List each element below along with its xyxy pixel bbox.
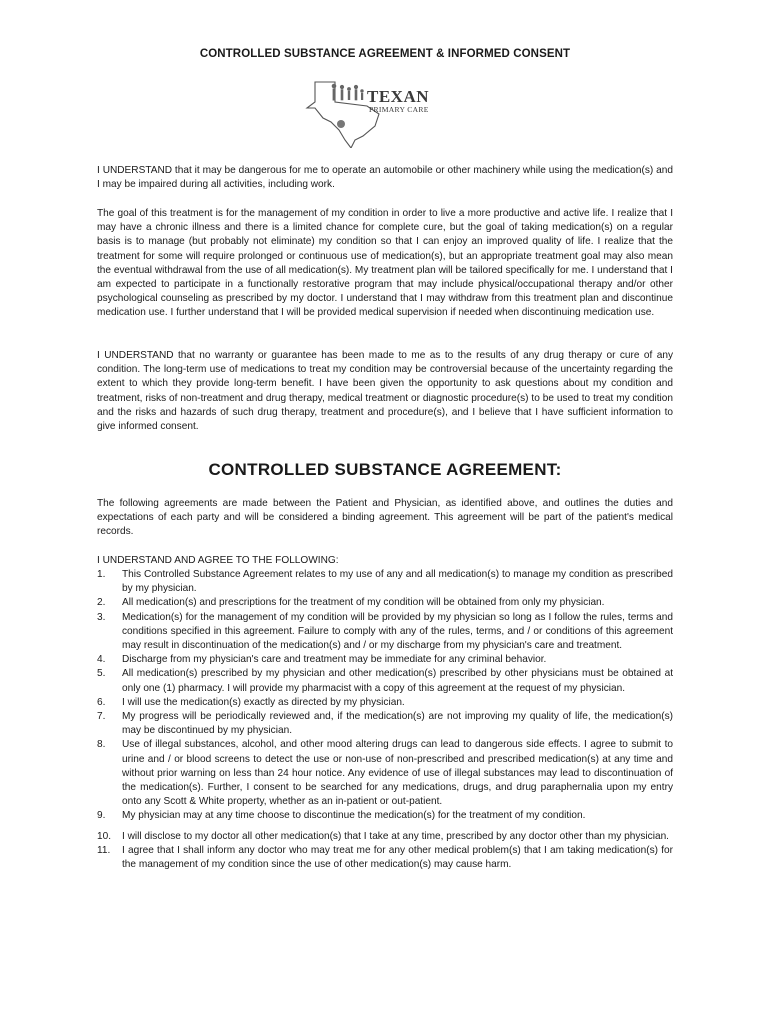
list-item bbox=[97, 738, 673, 809]
logo-name: TEXAN bbox=[367, 87, 430, 106]
list-item bbox=[97, 596, 673, 610]
texan-primary-care-logo bbox=[305, 78, 455, 148]
list-heading: I UNDERSTAND AND AGREE TO THE FOLLOWING: bbox=[97, 555, 339, 566]
item-text: Use of illegal substances, alcohol, and other mood altering drugs can lead to dangerous side effects. I agree to submit to urine and / or blood screens to detect the use or non-use of non-prescribed and prescribed medication(s) at any time and without prior warning on less than 24 hour notice. Any evidence of use of illegal substances may lead to discontinuation of the medication(s). Further, I consent to be searched for any medications, drugs, and drug paraphernalia upon my entry onto any Scott & White property, whether as an in-patient or out-patient. bbox=[122, 739, 673, 808]
consent-paragraph-3: I UNDERSTAND that no warranty or guarantee has been made to me as to the results of any drug therapy or cure of any condition. The long-term use of medications to treat my condition may be controversial because of the uncertainty regarding the extent to which they provide long-term benefit. I have been given the opportunity to ask questions about my condition and treatment, risks of non-treatment and drug therapy, medical treatment or diagnostic procedure(s) to be used to treat my condition and the risks and hazards of such drug therapy, treatment and procedure(s), and I believe that I have sufficient information to give informed consent. bbox=[97, 350, 673, 433]
item-number: 8. bbox=[97, 739, 106, 751]
item-number: 6. bbox=[97, 696, 106, 708]
document-title: CONTROLLED SUBSTANCE AGREEMENT & INFORMED CONSENT bbox=[199, 48, 571, 60]
item-number: 7. bbox=[97, 711, 106, 723]
item-number: 2. bbox=[97, 597, 106, 609]
texas-map-icon bbox=[305, 78, 455, 148]
item-number: 11. bbox=[97, 844, 111, 856]
logo-subtitle: PRIMARY CARE bbox=[369, 105, 429, 114]
list-item bbox=[97, 667, 673, 695]
item-number: 1. bbox=[97, 569, 106, 580]
list-item bbox=[97, 568, 673, 596]
item-text: I agree that I shall inform any doctor who may treat me for any other medical problem(s) that I am taking medication(s) for the management of my condition since the use of other medication(s) may cause harm. bbox=[122, 844, 673, 871]
item-text: My progress will be periodically reviewed and, if the medication(s) are not improving my quality of life, the medication(s) may be discontinued by my physician. bbox=[122, 711, 673, 737]
item-text: Medication(s) for the management of my condition will be provided by my physician so long as I follow the rules, terms and conditions specified in this agreement. Failure to comply with any of the rules, terms, and / or conditions of this agreement may result in discontinuation of the medication(s) and / or my discharge from my physician's care and treatment. bbox=[122, 611, 673, 652]
agreement-heading: CONTROLLED SUBSTANCE AGREEMENT: bbox=[208, 460, 562, 479]
item-number: 5. bbox=[97, 668, 106, 680]
agreement-list bbox=[97, 568, 673, 872]
item-text: All medication(s) prescribed by my physician and other medication(s) prescribed by other physicians must be obtained at only one (1) pharmacy. I will provide my pharmacist with a copy of this agreement at the request of my physician. bbox=[122, 668, 673, 694]
item-number: 3. bbox=[97, 611, 106, 623]
item-text: I will disclose to my doctor all other medication(s) that I take at any time, prescribed by any doctor other than my physician. bbox=[122, 830, 669, 842]
list-item bbox=[97, 710, 673, 738]
item-text: This Controlled Substance Agreement relates to my use of any and all medication(s) to manage my condition as prescribed by my physician. bbox=[122, 569, 673, 595]
item-number: 4. bbox=[97, 654, 106, 666]
item-text: All medication(s) and prescriptions for the treatment of my condition will be obtained from only my physician. bbox=[122, 597, 605, 609]
list-item bbox=[97, 809, 673, 823]
item-text: My physician may at any time choose to discontinue the medication(s) for the treatment of my condition. bbox=[122, 810, 586, 822]
consent-paragraph-2: The goal of this treatment is for the management of my condition in order to live a more productive and active life. I realize that I may have a chronic illness and there is a limited chance for complete cure, but the goal of taking medication(s) on a regular basis is to manage (but probably not eliminate) my condition so that I can enjoy an improved quality of life. I realize that the treatment for some will require prolonged or continuous use of medication(s), but an appropriate treatment goal may also mean the eventual withdrawal from the use of all medication(s). My treatment plan will be tailored specifically for me. I understand that I am expected to participate in a functionally restorative program that may include physical/occupational therapy and/or other psychological counseling as prescribed by my doctor. I understand that I may withdraw from this treatment plan and discontinue medication use. I further understand that I will be provided medical supervision if needed when discontinuing medication use. bbox=[97, 208, 673, 319]
item-text: Discharge from my physician's care and treatment may be immediate for any criminal behavior. bbox=[122, 654, 547, 666]
list-item bbox=[97, 830, 673, 844]
agreement-intro: The following agreements are made between the Patient and Physician, as identified above, and outlines the duties and expectations of each party and will be considered a binding agreement. This agreement will be part of the patient's medical records. bbox=[97, 498, 673, 538]
list-item bbox=[97, 696, 673, 710]
item-text: I will use the medication(s) exactly as directed by my physician. bbox=[122, 696, 405, 708]
list-item bbox=[97, 653, 673, 667]
list-item bbox=[97, 611, 673, 654]
item-number: 9. bbox=[97, 810, 106, 822]
list-item bbox=[97, 844, 673, 872]
item-number: 10. bbox=[97, 830, 112, 842]
consent-paragraph-1: I UNDERSTAND that it may be dangerous for me to operate an automobile or other machinery while using the medication(s) and I may be impaired during all activities, including work. bbox=[97, 165, 673, 191]
